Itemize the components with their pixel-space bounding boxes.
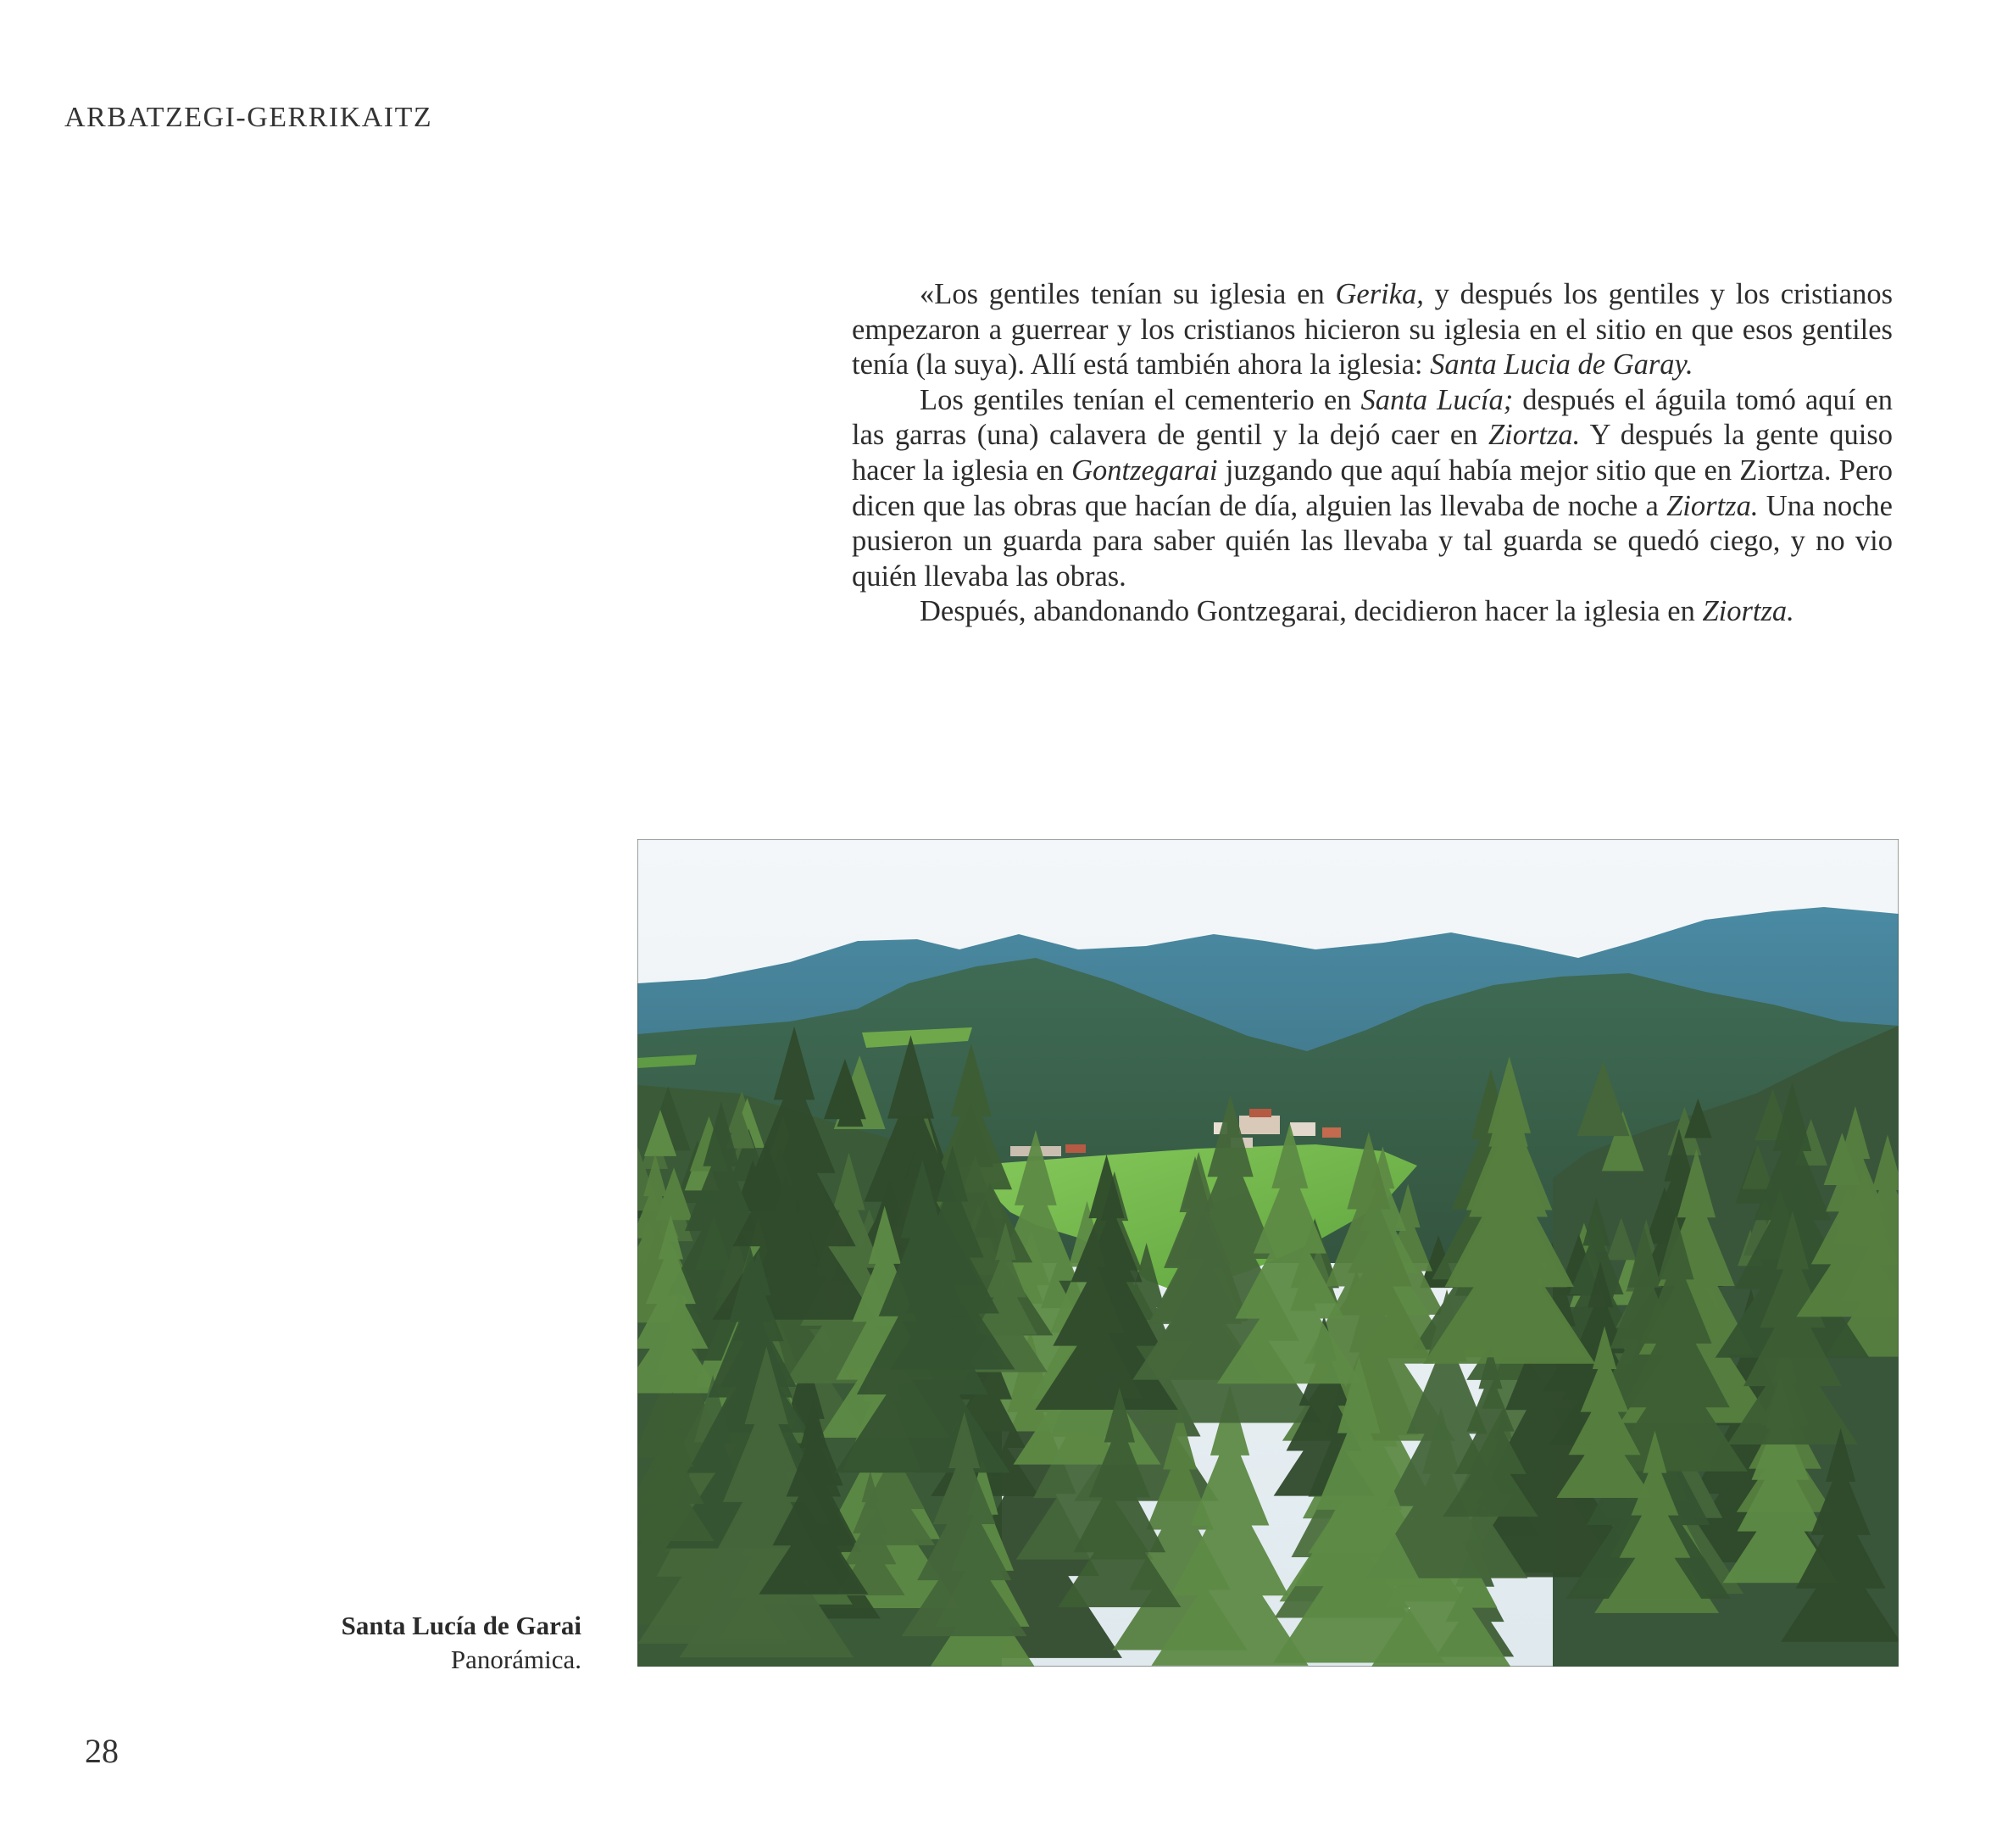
italic-run: Gerika, xyxy=(1335,278,1424,310)
text-run: Y después la gente quiso hacer la iglesia en xyxy=(852,419,1893,487)
body-text xyxy=(852,277,1893,630)
text-run: Una noche pusieron un guarda para saber quién las llevaba y tal guarda se quedó ciego, y no vio quién llevaba las obras. xyxy=(852,489,1893,593)
text-run: «Los gentiles tenían su iglesia en xyxy=(920,278,1336,310)
text-run: Los gentiles tenían el cementerio en xyxy=(920,383,1361,416)
body-paragraph xyxy=(852,594,1893,630)
text-run: juzgando que aquí había mejor sitio que en Ziortza. Pero dicen que las obras que hacían de día, alguien las llevaba de noche a xyxy=(852,454,1893,522)
text-run: después el águila tomó aquí en las garras (una) calavera de gentil y la dejó caer en xyxy=(852,383,1893,452)
figure-caption xyxy=(342,1609,581,1677)
text-run: y después los gentiles y los cristianos empezaron a guerrear y los cristianos hicieron su iglesia en el sitio en que esos gentiles tenía (la suya). Allí está también ahora la iglesia: xyxy=(852,278,1894,381)
text-run: Después, abandonando Gontzegarai, decidieron hacer la iglesia en xyxy=(920,595,1703,628)
italic-run: Ziortza. xyxy=(1488,419,1581,452)
italic-run: Ziortza. xyxy=(1702,595,1794,628)
caption-subtitle: Panorámica. xyxy=(450,1645,581,1674)
page-number: 28 xyxy=(85,1732,119,1770)
italic-run: Santa Lucía; xyxy=(1360,383,1514,416)
body-paragraph xyxy=(852,383,1893,595)
landscape-photo xyxy=(637,839,1899,1667)
italic-run: Ziortza. xyxy=(1666,489,1759,522)
italic-run: Santa Lucia de Garay. xyxy=(1430,348,1693,381)
italic-run: Gontzegarai xyxy=(1071,454,1218,487)
running-header: ARBATZEGI-GERRIKAITZ xyxy=(64,102,433,133)
body-paragraph xyxy=(852,277,1893,383)
caption-title: Santa Lucía de Garai xyxy=(341,1611,581,1640)
landscape-illustration xyxy=(637,839,1899,1667)
